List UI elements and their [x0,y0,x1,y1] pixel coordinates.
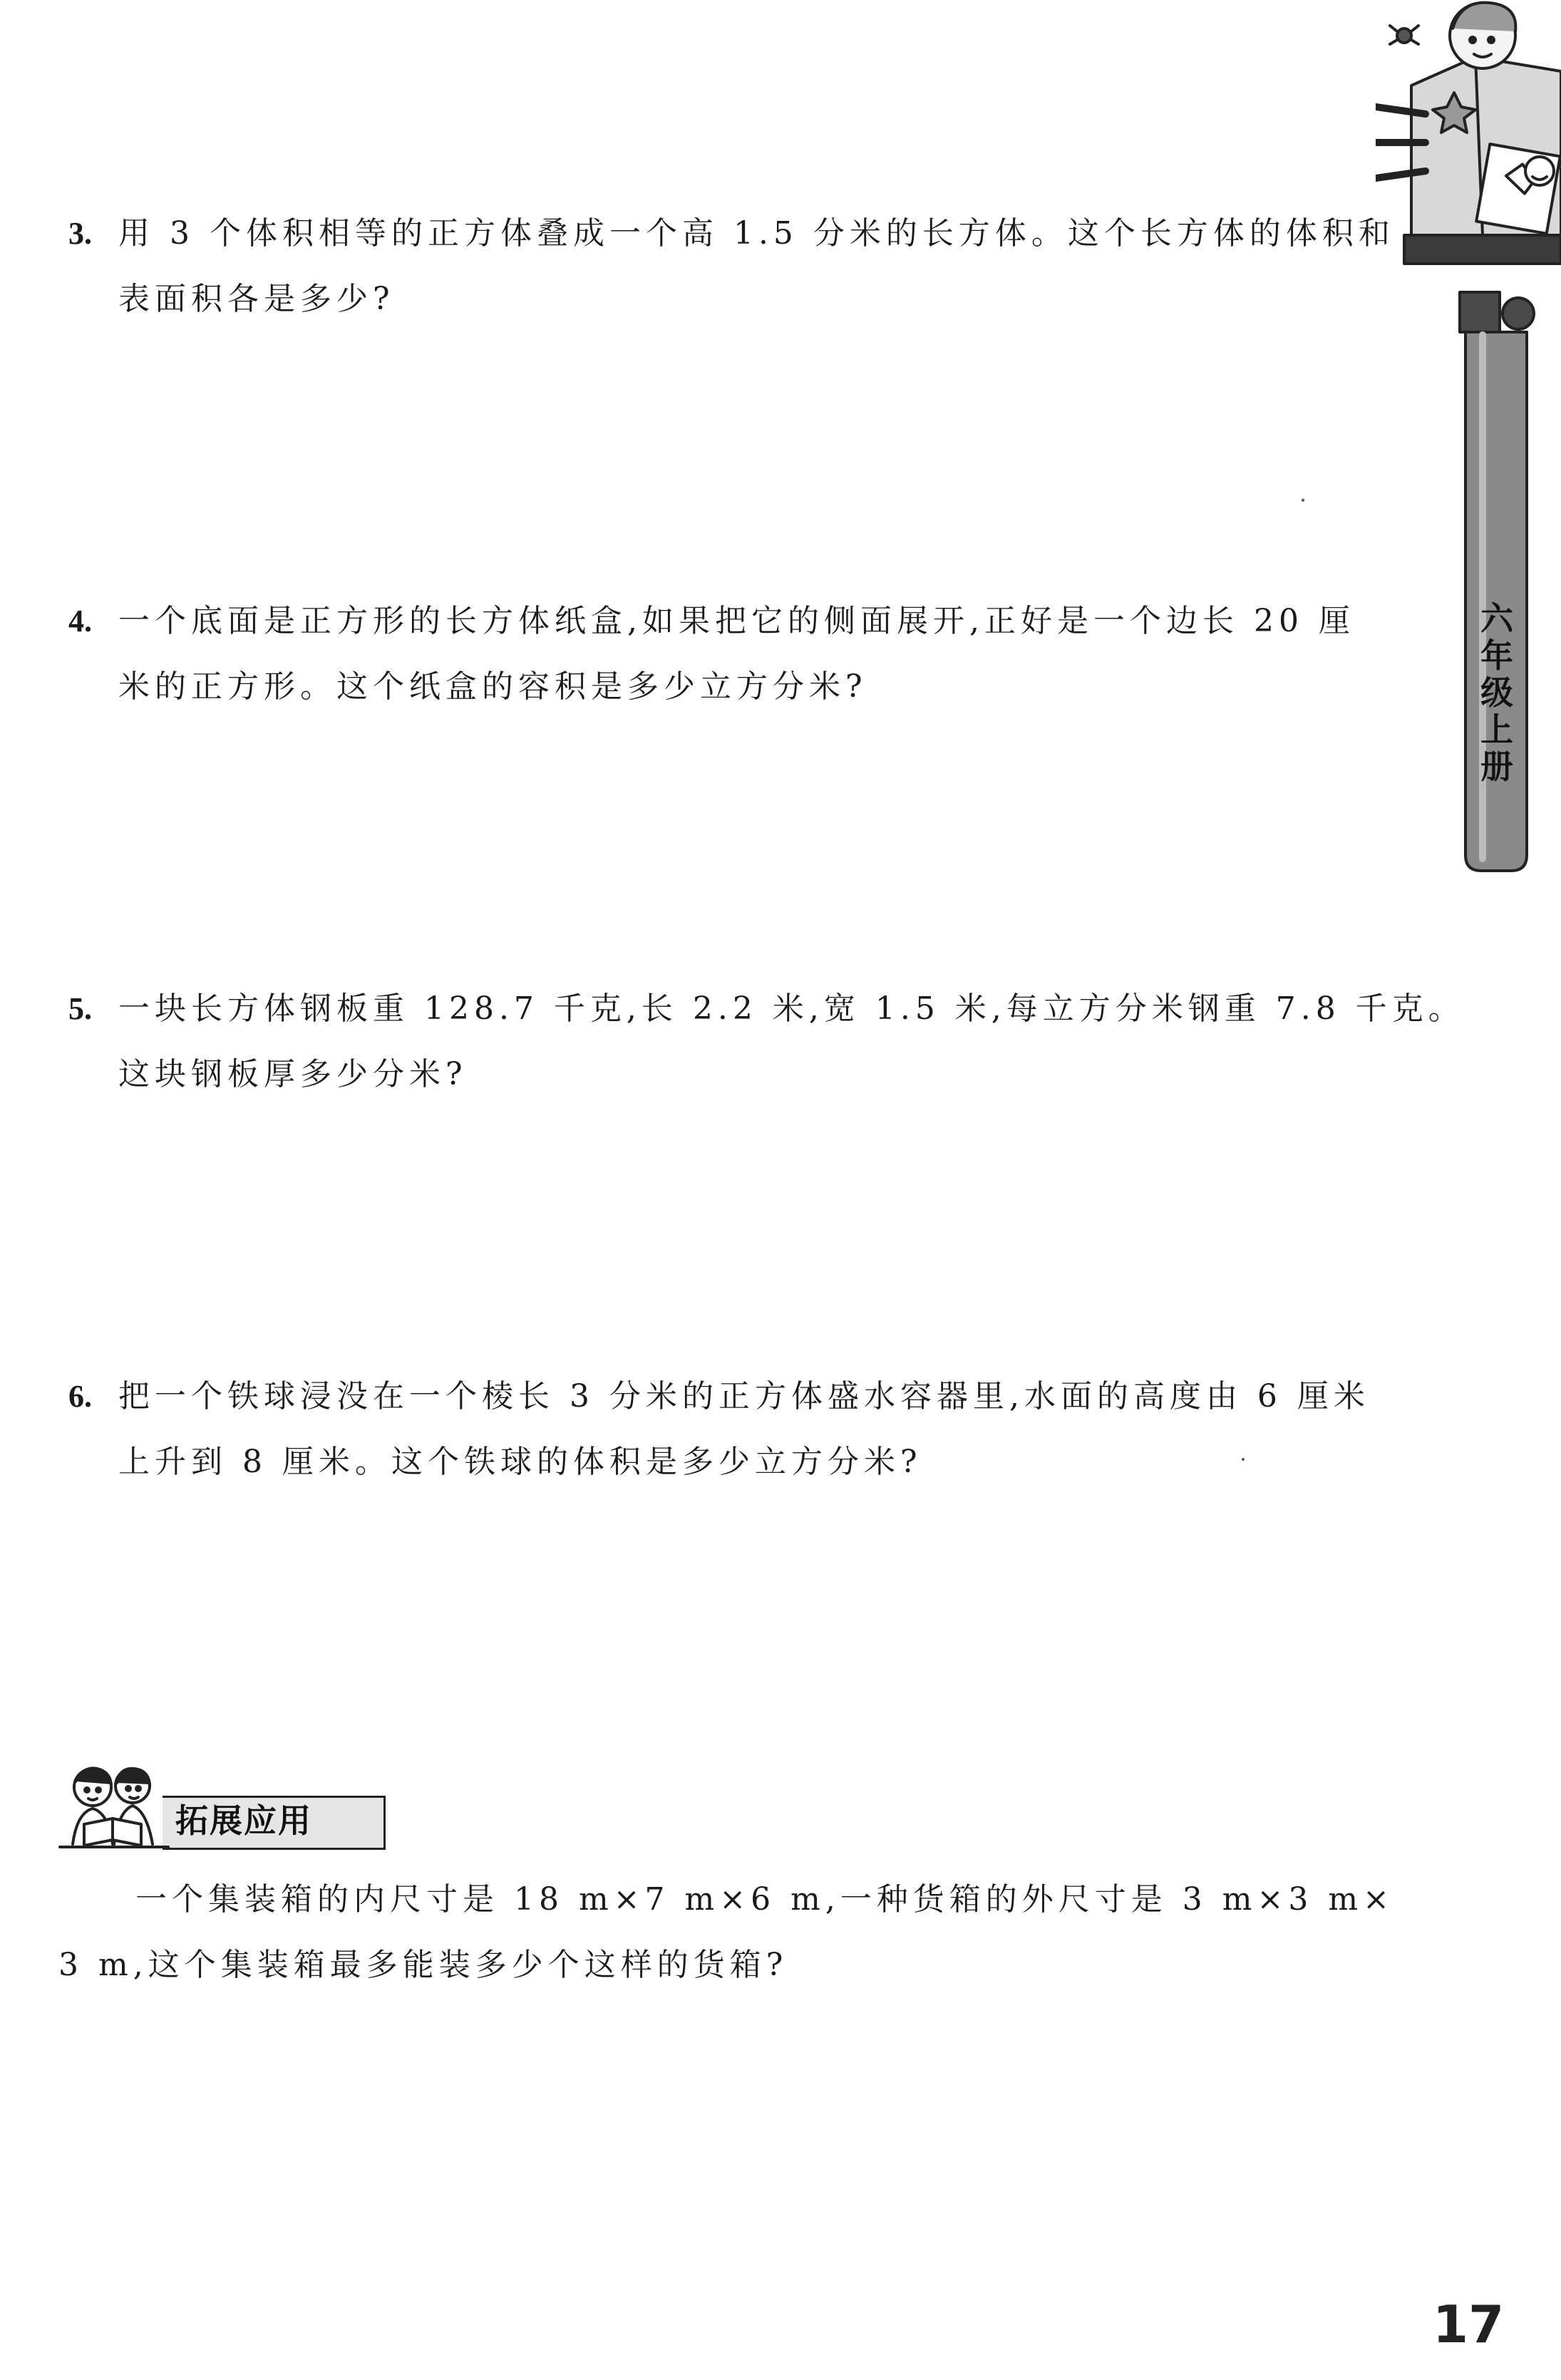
problem-text-line-2: 这块钢板厚多少分米? [118,1056,468,1092]
extension-text-line-2: 3 m,这个集装箱最多能装多少个这样的货箱? [58,1947,788,1983]
grade-volume-char: 册 [1480,747,1513,786]
problem-number: 4. [68,604,92,638]
grade-volume-char: 六 [1480,599,1513,638]
reading-kids-icon [56,1760,170,1853]
extension-label: 拓展应用 [175,1801,312,1840]
page-number: 17 [1433,2294,1505,2354]
scan-speck [1242,1458,1245,1461]
grade-volume-char: 年 [1480,636,1513,675]
extension-text-line-1: 一个集装箱的内尺寸是 18 m×7 m×6 m,一种货箱的外尺寸是 3 m×3 m× [135,1881,1394,1918]
problem-text-line-1: 把一个铁球浸没在一个棱长 3 分米的正方体盛水容器里,水面的高度由 6 厘米 [118,1378,1370,1414]
problem-text-line-2: 表面积各是多少? [118,281,395,317]
side-illustration-icon [1376,0,1561,891]
problem-text-line-1: 一个底面是正方形的长方体纸盒,如果把它的侧面展开,正好是一个边长 20 厘 [118,603,1355,639]
grade-volume-tab [1475,600,1518,785]
problem-text-line-2: 米的正方形。这个纸盒的容积是多少立方分米? [118,668,867,705]
problem-number: 5. [68,991,92,1026]
extension-section-header [56,1760,341,1853]
problem-number: 3. [68,216,92,251]
problem-number: 6. [68,1379,92,1414]
problem-text-line-1: 一块长方体钢板重 128.7 千克,长 2.2 米,宽 1.5 米,每立方分米钢重 7.8 千克。 [118,990,1465,1027]
problem-text-line-2: 上升到 8 厘米。这个铁球的体积是多少立方分米? [118,1444,922,1480]
scan-speck [1302,499,1304,502]
grade-volume-char: 级 [1480,673,1513,712]
grade-volume-char: 上 [1480,710,1513,749]
problem-text-line-1: 用 3 个体积相等的正方体叠成一个高 1.5 分米的长方体。这个长方体的体积和 [118,215,1395,252]
